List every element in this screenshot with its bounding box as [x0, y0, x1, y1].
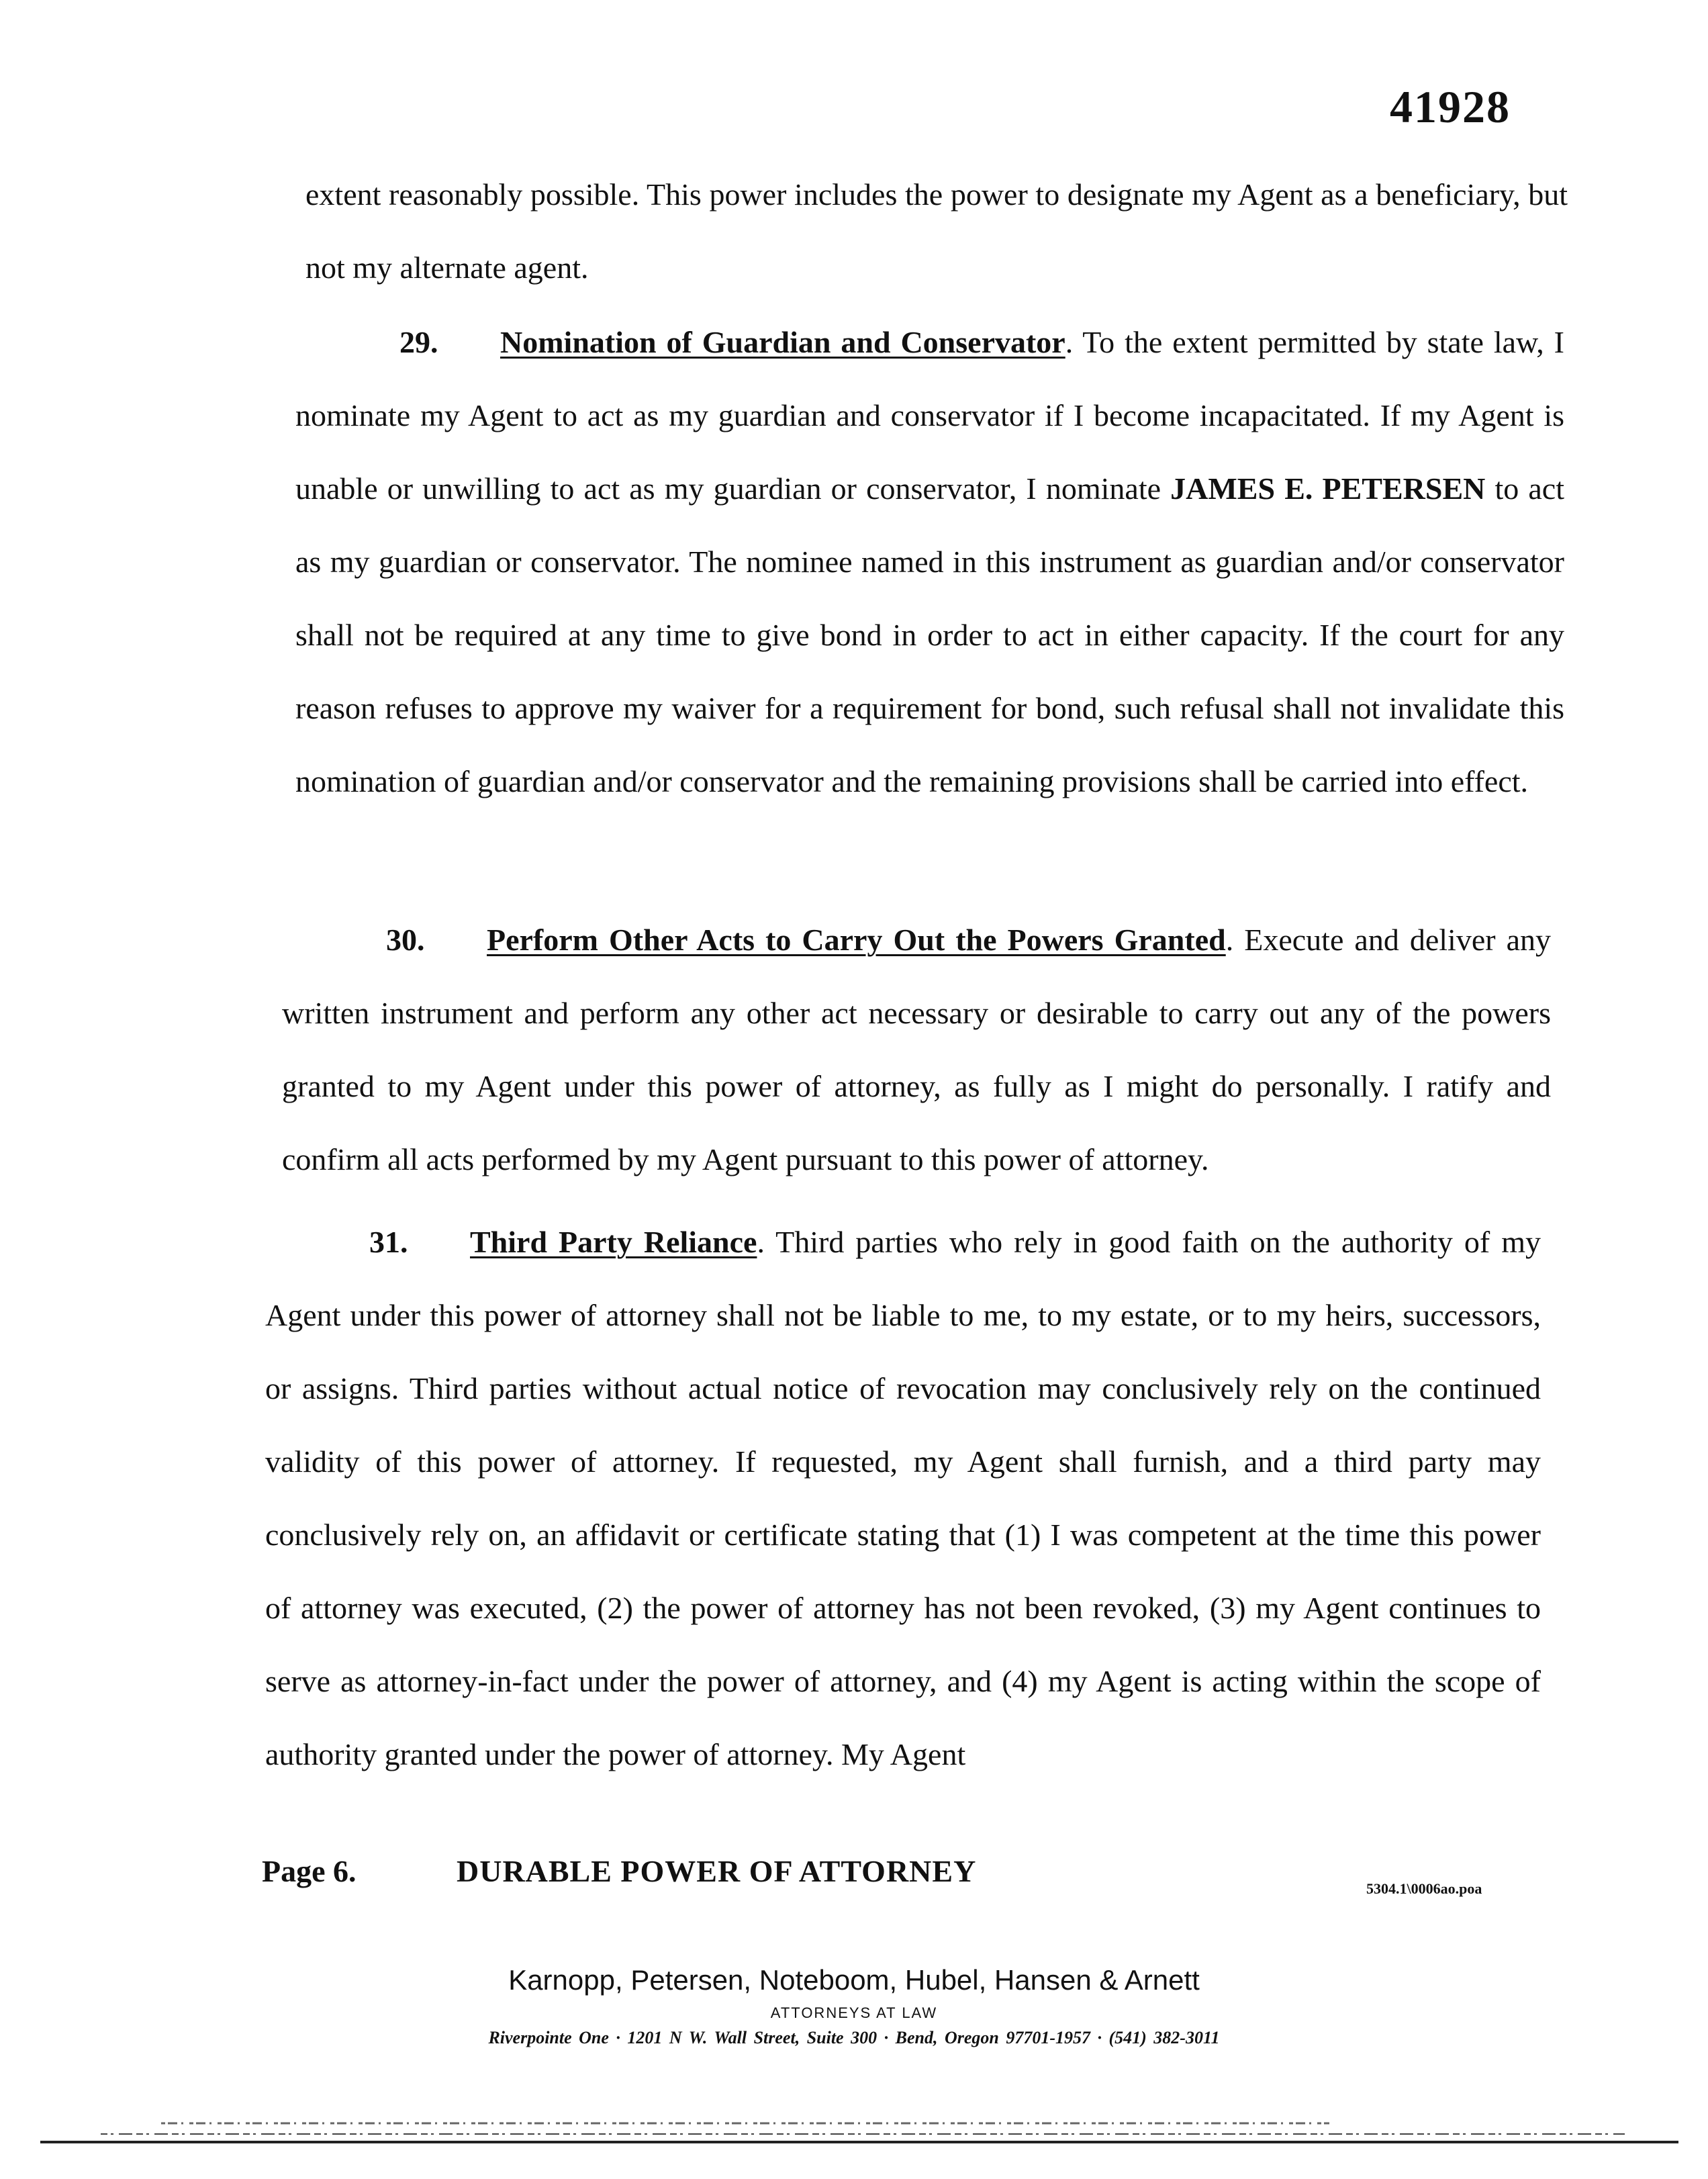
letterhead-address: Riverpointe One · 1201 N W. Wall Street, Suite 300 · Bend, Oregon 97701-1957 · (541) 382-3011 — [488, 2028, 1220, 2047]
section-31 — [265, 1205, 1541, 1791]
footer-page-label: Page 6. — [262, 1854, 357, 1888]
section-30 — [282, 903, 1551, 1196]
letterhead-firm-name: Karnopp, Petersen, Noteboom, Hubel, Hansen & Arnett — [508, 1964, 1200, 1996]
section-number: 31. — [369, 1225, 408, 1259]
section-number: 29. — [399, 325, 438, 359]
section-text: . To the extent permitted by state law, I nominate my Agent to act as my guardian and conservator if I become incapacitated. If my Agent is unable or unwilling to act as my guardian or conservator, I nominate — [295, 325, 1564, 506]
section-heading: Perform Other Acts to Carry Out the Powers Granted — [487, 923, 1226, 957]
footer-document-code: 5304.1\0006ao.poa — [1366, 1880, 1482, 1897]
scan-artifact-rule — [40, 2108, 1678, 2149]
section-heading: Third Party Reliance — [470, 1225, 757, 1259]
continuation-paragraph — [305, 158, 1568, 304]
section-number: 30. — [386, 923, 425, 957]
footer-document-title: DURABLE POWER OF ATTORNEY — [457, 1854, 977, 1888]
nominee-name: JAMES E. PETERSEN — [1170, 471, 1486, 506]
page-number: 41928 — [1390, 81, 1511, 132]
section-text: . Third parties who rely in good faith on the authority of my Agent under this power of attorney shall not be liable to me, to my estate, or to my heirs, successors, or assigns. Third parties without actual notice of revocation may conclusively rely on the continued validity of this power of attorney. If requested, my Agent shall furnish, and a third party may conclusively rely on, an affidavit or certificate stating that (1) I was competent at the time this power of attorney was executed, (2) the power of attorney has not been revoked, (3) my Agent continues to serve as attorney-in-fact under the power of attorney, and (4) my Agent is acting within the scope of authority granted under the power of attorney. My Agent — [265, 1225, 1541, 1771]
section-text: . Execute and deliver any written instrument and perform any other act necessary or desirable to carry out any of the powers granted to my Agent under this power of attorney, as fully as I might do personally. I ratify and confirm all acts performed by my Agent pursuant to this power of attorney. — [282, 923, 1551, 1176]
section-heading: Nomination of Guardian and Conservator — [500, 325, 1065, 359]
letterhead-subtitle: ATTORNEYS AT LAW — [770, 2004, 938, 2021]
continuation-text: extent reasonably possible. This power includes the power to designate my Agent as a beneficiary, but not my alternate agent. — [305, 177, 1568, 285]
section-29 — [295, 306, 1564, 818]
section-text-continued: to act as my guardian or conservator. The nominee named in this instrument as guardian and/or conservator shall not be required at any time to give bond in order to act in either capacity. If the court for any reason refuses to approve my waiver for a requirement for bond, such refusal shall not invalidate this nomination of guardian and/or conservator and the remaining provisions shall be carried into effect. — [295, 471, 1564, 798]
